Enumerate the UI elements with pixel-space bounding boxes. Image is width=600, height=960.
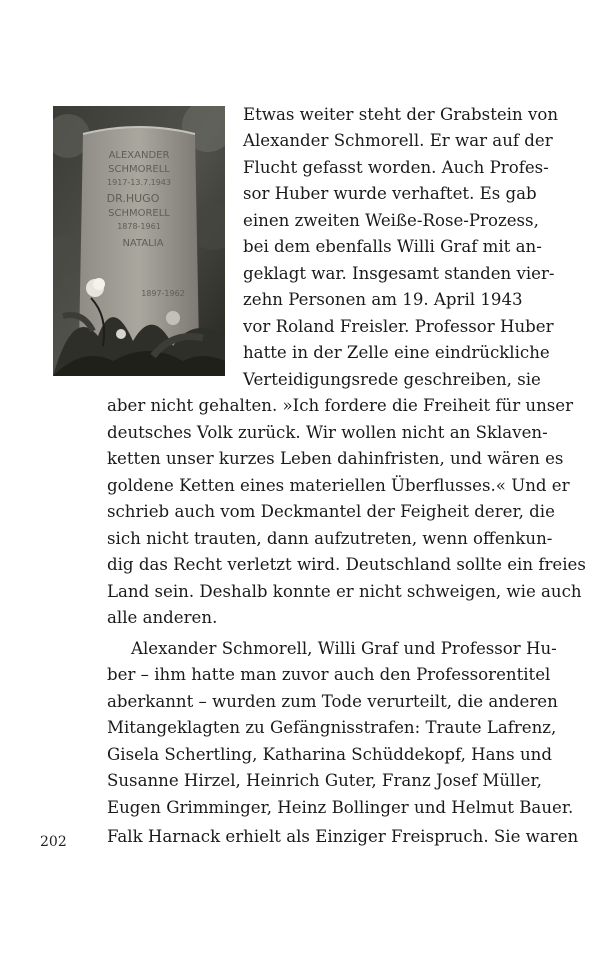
text-line: dig das Recht verletzt wird. Deutschland sollte ein freies — [107, 555, 586, 574]
text-line: schrieb auch vom Deckmantel der Feigheit derer, die — [107, 502, 555, 521]
inscription-line: 1878-1961 — [117, 222, 161, 231]
text-line: Flucht gefasst worden. Auch Profes- — [243, 158, 549, 177]
text-line: aberkannt – wurden zum Tode verurteilt, die anderen — [107, 692, 558, 711]
text-line: aber nicht gehalten. »Ich fordere die Freiheit für unser — [107, 396, 574, 415]
text-line: Land sein. Deshalb konnte er nicht schweigen, wie auch — [107, 582, 582, 601]
text-line: ber – ihm hatte man zuvor auch den Professorentitel — [107, 665, 551, 684]
text-line: Susanne Hirzel, Heinrich Guter, Franz Josef Müller, — [107, 771, 542, 790]
inscription-line: NATALIA — [122, 238, 164, 249]
text-line: goldene Ketten eines materiellen Überflusses.« Und er — [107, 476, 570, 495]
text-line: zehn Personen am 19. April 1943 — [243, 290, 523, 309]
inscription-line: SCHMORELL — [108, 208, 170, 219]
text-line: Alexander Schmorell. Er war auf der — [243, 131, 553, 150]
text-line: Mitangeklagten zu Gefängnisstrafen: Traute Lafrenz, — [107, 718, 557, 737]
text-line: Eugen Grimminger, Heinz Bollinger und Helmut Bauer. — [107, 798, 574, 817]
text-line: hatte in der Zelle eine eindrückliche — [243, 343, 550, 362]
text-line: Falk Harnack erhielt als Einziger Freispruch. Sie waren — [107, 827, 579, 846]
text-line: deutsches Volk zurück. Wir wollen nicht an Sklaven- — [107, 423, 548, 442]
text-line: Verteidigungsrede geschreiben, sie — [243, 370, 541, 389]
inscription-line: ALEXANDER — [108, 150, 170, 161]
text-line: ketten unser kurzes Leben dahinfristen, und wären es — [107, 449, 564, 468]
page-number: 202 — [40, 834, 67, 850]
text-line: sich nicht trauten, dann aufzutreten, wenn offenkun- — [107, 529, 553, 548]
text-line: einen zweiten Weiße-Rose-Prozess, — [243, 211, 539, 230]
text-line: Alexander Schmorell, Willi Graf und Professor Hu- — [131, 639, 557, 658]
text-line: bei dem ebenfalls Willi Graf mit an- — [243, 237, 542, 256]
text-line: alle anderen. — [107, 608, 218, 627]
text-line: geklagt war. Insgesamt standen vier- — [243, 264, 555, 283]
gravestone-photo — [53, 106, 225, 376]
inscription-line: SCHMORELL — [108, 164, 170, 175]
inscription-line: 1917-13.7.1943 — [107, 178, 171, 187]
text-line: Etwas weiter steht der Grabstein von — [243, 105, 559, 124]
gravestone-image — [53, 106, 225, 376]
inscription-line: DR.HUGO — [106, 192, 160, 205]
text-line: vor Roland Freisler. Professor Huber — [243, 317, 554, 336]
inscription-line: 1897-1962 — [141, 289, 185, 298]
text-line: Gisela Schertling, Katharina Schüddekopf, Hans und — [107, 745, 552, 764]
text-line: sor Huber wurde verhaftet. Es gab — [243, 184, 537, 203]
